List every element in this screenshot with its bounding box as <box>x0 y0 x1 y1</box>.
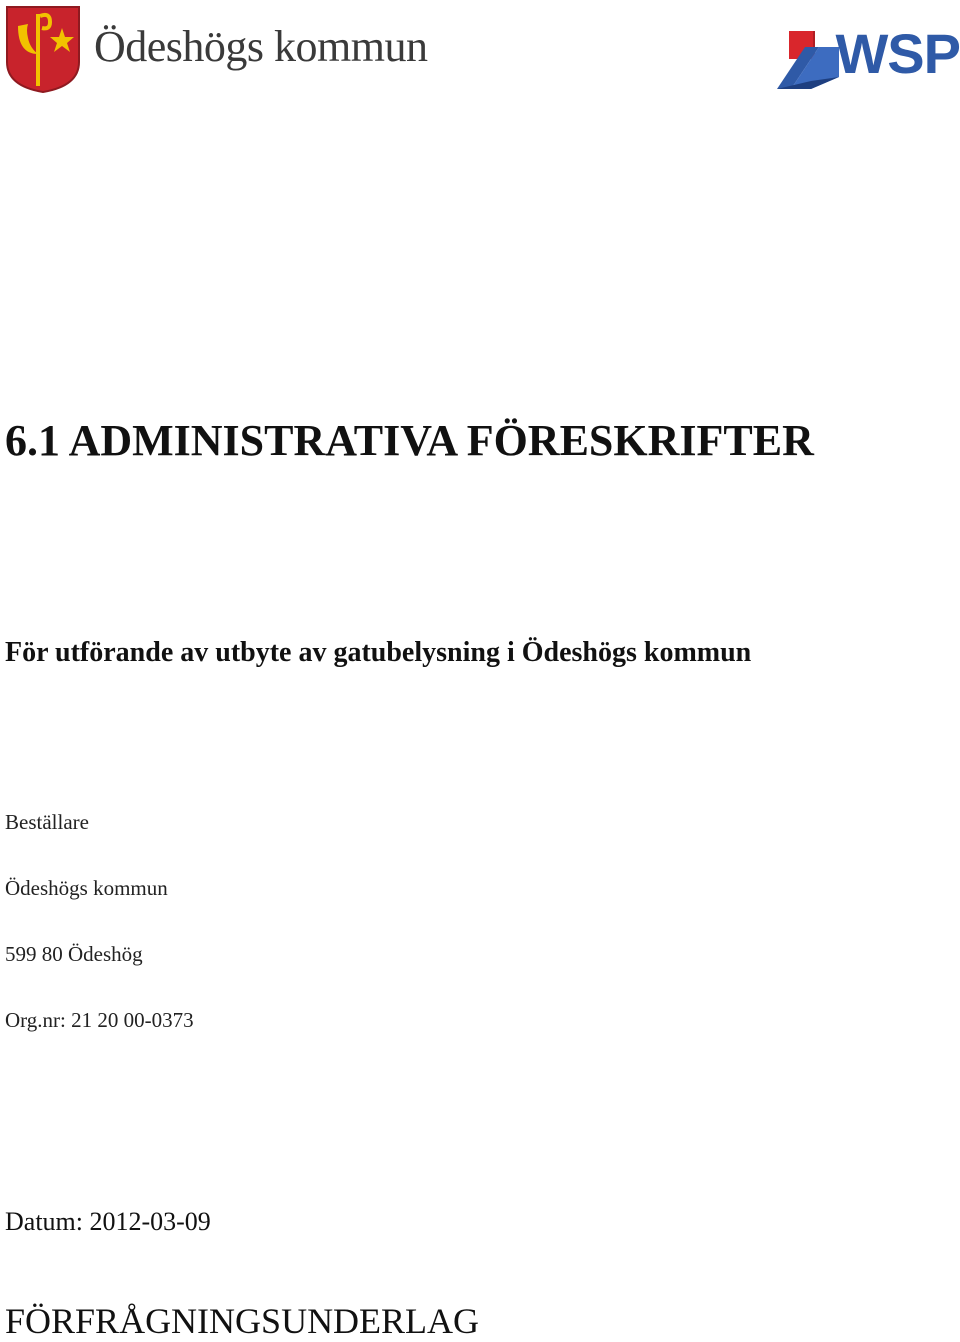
coat-of-arms-icon <box>4 4 82 94</box>
wsp-logo <box>775 22 960 94</box>
client-address: 599 80 Ödeshög <box>5 942 143 966</box>
document-date: Datum: 2012-03-09 <box>5 1207 211 1236</box>
document-title: 6.1 ADMINISTRATIVA FÖRESKRIFTER <box>5 416 814 465</box>
municipality-logo-text: Ödeshögs kommun <box>94 22 428 71</box>
document-type: FÖRFRÅGNINGSUNDERLAG <box>5 1301 480 1341</box>
document-subtitle: För utförande av utbyte av gatubelysning i Ödeshögs kommun <box>5 637 752 668</box>
client-org-nr: Org.nr: 21 20 00-0373 <box>5 1008 194 1032</box>
client-label: Beställare <box>5 810 89 834</box>
municipality-logo <box>4 4 428 94</box>
client-name: Ödeshögs kommun <box>5 876 168 900</box>
wsp-logo-text: WSP <box>835 22 960 85</box>
wsp-mark-icon <box>775 25 841 91</box>
